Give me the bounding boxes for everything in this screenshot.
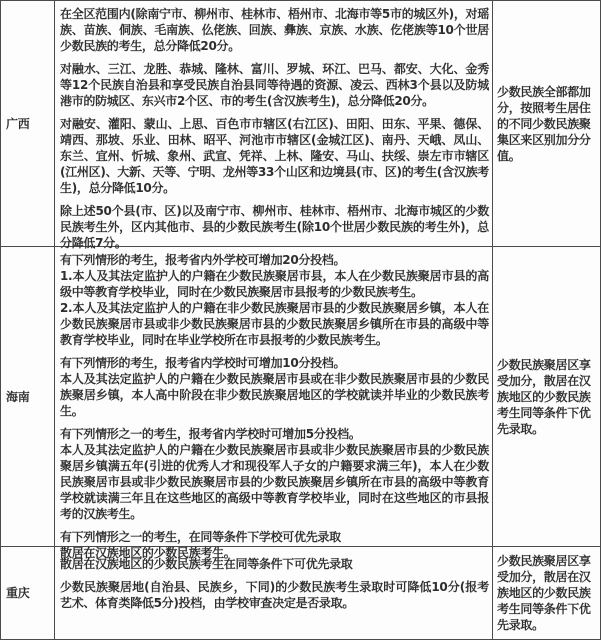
policy-cell-hainan — [55, 247, 493, 560]
policy-block — [60, 203, 489, 251]
policy-paragraph: 有下列情形的考生，报考省内学校时可增加10分投档。 — [60, 356, 346, 370]
province-cell-guangxi — [1, 1, 55, 247]
policy-block — [60, 116, 489, 196]
summary-text: 少数民族聚居区享受加分，散居在汉族地区的少数民族考生同等条件下优先录取。 — [497, 554, 591, 632]
summary-cell-chongqing — [493, 547, 601, 640]
summary-cell-hainan — [493, 247, 601, 547]
policy-paragraph: 有下列情形的考生，报考省内外学校可增加20分投档。 — [60, 253, 346, 267]
policy-paragraph: 1.本人及其法定监护人的户籍在少数民族聚居市县，本人在少数民族聚居市县的高级中等教育学校毕业，同时在少数民族聚居市县报考的少数民族考生。 — [60, 269, 489, 299]
province-label: 广西 — [6, 116, 30, 131]
province-cell-chongqing — [1, 547, 55, 640]
table-row-hainan — [1, 247, 601, 547]
policy-paragraph: 2.本人及其法定监护人的户籍在非少数民族聚居市县的少数民族聚居乡镇，本人在少数民族聚居市县或非少数民族聚居市县的少数民族聚居乡镇所在市县的高级中等教育学校毕业，同时在毕业学校所在市县报考的少数民族考生。 — [60, 301, 489, 347]
policy-paragraph: 对融安、灌阳、蒙山、上思、百色市市辖区(右江区)、田阳、田东、平果、德保、靖西、那坡、乐业、田林、昭平、河池市市辖区(金城江区)、南丹、天峨、凤山、东兰、宜州、忻城、象州、武宣、凭祥、上林、隆安、马山、扶绥、崇左市市辖区(江州区)、大新、天等、宁明、龙州等33个山区和边境县(市、区)的考生(含汉族考生)，总分降低10分。 — [60, 117, 489, 195]
policy-cell-guangxi — [55, 1, 493, 250]
policy-paragraph: 有下列情形之一的考生，在同等条件下学校可优先录取 — [60, 530, 341, 544]
policy-block — [60, 252, 489, 348]
province-label: 重庆 — [6, 586, 30, 600]
summary-text: 少数民族全部都加分，按照考生居住的不同少数民族聚集区来区别加分分值。 — [497, 84, 591, 163]
policy-paragraph: 除上述50个县(市、区)以及南宁市、柳州市、桂林市、梧州市、北海市城区的少数民族考生外，区内其他市、县的少数民族考生(除10个世居少数民族的考生外)，总分降低7分。 — [60, 204, 489, 250]
table-row-chongqing — [1, 547, 601, 640]
province-label: 海南 — [6, 389, 30, 404]
summary-cell-guangxi — [493, 1, 601, 247]
province-cell-hainan — [1, 247, 55, 547]
policy-content — [55, 1, 492, 250]
summary-text: 少数民族聚居区享受加分，散居在汉族地区的少数民族考生同等条件下优先录取。 — [497, 357, 591, 436]
policy-paragraph: 散居在汉族地区的少数民族考生在同等条件下可优先录取 — [60, 557, 353, 571]
policy-paragraph: 本人及其法定监护人的户籍在少数民族聚居市县或在非少数民族聚居市县的少数民族聚居乡镇，本人高中阶段在非少数民族聚居地区的学校就读并毕业的少数民族考生。 — [60, 372, 489, 418]
policy-block — [60, 355, 489, 419]
policy-paragraph: 对融水、三江、龙胜、恭城、隆林、富川、罗城、环江、巴马、都安、大化、金秀等12个民族自治县和享受民族自治县同等待遇的资源、凌云、西林3个县以及防城港市的防城区、东兴市2个区、市的考生(含汉族考生)，总分降低20分。 — [60, 62, 489, 108]
policy-paragraph: 本人及其法定监护人的户籍在少数民族聚居市县或非少数民族聚居市县的少数民族聚居乡镇满五年(引进的优秀人才和现役军人子女的户籍要求满三年)，本人在少数民族聚居市县或非少数民族聚居市县的少数民族聚居乡镇所在市县的高级中等教育学校就读满三年且在这些地区的高级中等教育学校毕业，同时在这些地区的市县报考的汉族考生。 — [60, 443, 489, 521]
policy-paragraph: 散居在汉族地区的少数民族考生。 — [60, 546, 236, 560]
policy-content — [55, 247, 492, 560]
policy-block — [60, 579, 489, 611]
policy-block — [60, 426, 489, 522]
policy-block — [60, 6, 489, 54]
policy-block — [60, 61, 489, 109]
policy-paragraph: 有下列情形之一的考生，报考省内学校时可增加5分投档。 — [60, 427, 361, 441]
policy-paragraph: 在全区范围内(除南宁市、柳州市、桂林市、梧州市、北海市等5市的城区外)，对瑶族、苗族、侗族、毛南族、仫佬族、回族、彝族、京族、水族、仡佬族等10个世居少数民族的考生，总分降低20分。 — [60, 7, 489, 53]
policy-block — [60, 556, 489, 572]
policy-paragraph: 少数民族聚居地(自治县、民族乡，下同)的少数民族考生录取时可降低10分(报考艺术、体育类降低5分)投档，由学校审查决定是否录取。 — [60, 580, 489, 610]
policy-cell-chongqing — [55, 547, 493, 640]
policy-content — [55, 547, 492, 638]
table-row-guangxi — [1, 1, 601, 247]
